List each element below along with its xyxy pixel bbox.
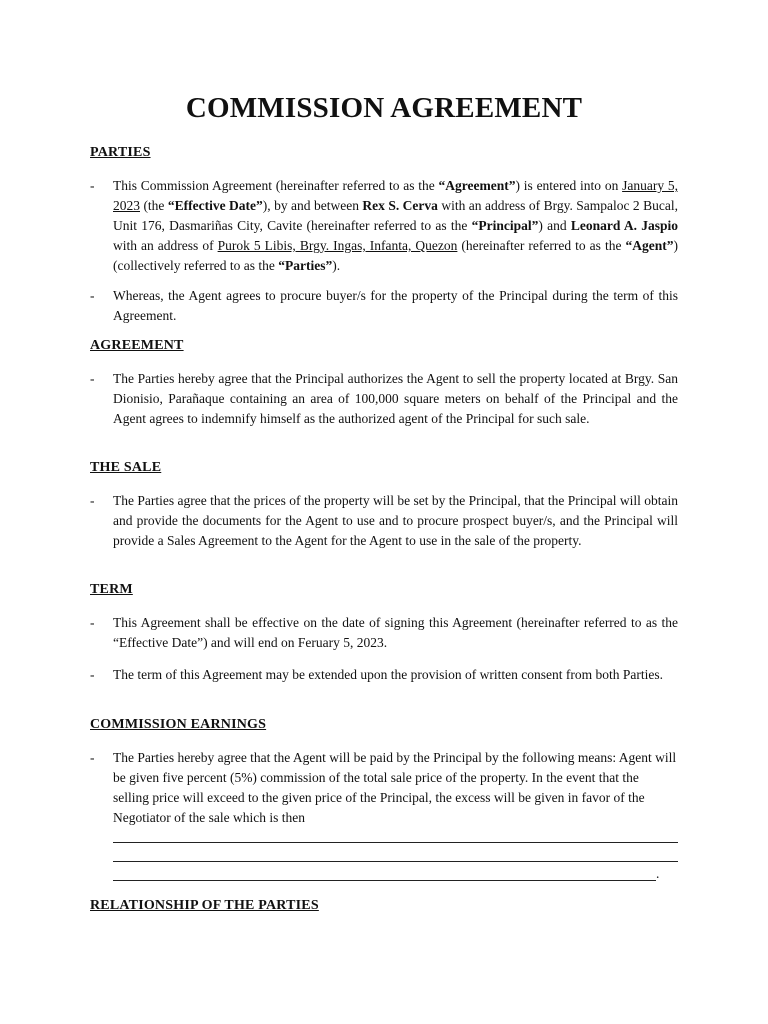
agent-name: Leonard A. Jaspio <box>570 218 678 233</box>
term-clause-1 <box>90 613 678 653</box>
term-clause-1-text: This Agreement shall be effective on the date of signing this Agreement (hereinafter referred to as the “Effective Date”) and will end on Feruary 5, 2023. <box>113 615 678 650</box>
agreement-clause-1-text: The Parties hereby agree that the Principal authorizes the Agent to sell the property located at Brgy. San Dionisio, Parañaque containing an area of 100,000 square meters on behalf of the Principal and the Agent agrees to indemnify himself as the authorized agent of the Principal for such sale. <box>113 371 678 426</box>
section-heading-relationship: RELATIONSHIP OF THE PARTIES <box>90 898 319 913</box>
section-heading-agreement: AGREEMENT <box>90 338 184 353</box>
document-title: COMMISSION AGREEMENT <box>185 92 583 124</box>
section-heading-parties: PARTIES <box>90 145 151 160</box>
parties-clause-2-text: Whereas, the Agent agrees to procure buyer/s for the property of the Principal during the term of this Agreement. <box>113 288 678 323</box>
section-heading-commission: COMMISSION EARNINGS <box>90 717 267 732</box>
section-heading-sale: THE SALE <box>90 460 162 475</box>
bullet-dash: - <box>90 615 95 630</box>
blank-line-1 <box>113 842 678 843</box>
agreement-clause-1 <box>90 369 678 429</box>
blank-line-2 <box>113 861 678 862</box>
effective-date-value: January 5, 2023 <box>113 178 678 213</box>
bullet-dash: - <box>90 493 95 508</box>
term-agent: “Agent” <box>625 238 674 253</box>
term-clause-2 <box>90 665 678 685</box>
blank-line-3 <box>113 880 656 881</box>
blank-end-period: . <box>656 866 660 881</box>
parties-clause-1 <box>90 176 678 276</box>
sale-clause-1 <box>90 491 678 551</box>
term-principal: “Principal” <box>471 218 539 233</box>
sale-clause-1-text: The Parties agree that the prices of the property will be set by the Principal, that the Principal will obtain and provide the documents for the Agent to use and to procure prospect buyer/s, and the Principal will provide a Sales Agreement to the Agent for the Agent to use in the sale of the property. <box>113 493 678 548</box>
bullet-dash: - <box>90 371 95 386</box>
parties-clause-1-text: This Commission Agreement (hereinafter referred to as the “Agreement”) is entered into on January 5, 2023 (the “Effective Date”), by and between Rex S. Cerva with an address of Brgy. Sampaloc 2 Bucal, Unit 176, Dasmariñas City, Cavite (hereinafter referred to as the “Principal”) and Leonard A. Jaspio with an address of Purok 5 Libis, Brgy. Ingas, Infanta, Quezon (hereinafter referred to as the “Agent”) (collectively referred to as the “Parties”). <box>113 178 678 273</box>
commission-clause-1 <box>90 748 678 828</box>
section-heading-term: TERM <box>90 582 133 597</box>
bullet-dash: - <box>90 178 95 193</box>
parties-clause-2 <box>90 286 678 326</box>
term-clause-2-text: The term of this Agreement may be extended upon the provision of written consent from both Parties. <box>113 667 663 682</box>
term-agreement: “Agreement” <box>438 178 516 193</box>
bullet-dash: - <box>90 750 95 765</box>
principal-name: Rex S. Cerva <box>362 198 438 213</box>
commission-clause-1-text: The Parties hereby agree that the Agent will be paid by the Principal by the following means: Agent will be given five percent (5%) commission of the total sale price of the property. In the event that the selling price will exceed to the given price of the Principal, the excess will be given in favor of the Negotiator of the sale which is then <box>113 750 677 825</box>
term-parties: “Parties” <box>278 258 333 273</box>
bullet-dash: - <box>90 288 95 303</box>
bullet-dash: - <box>90 667 95 682</box>
agent-address: Purok 5 Libis, Brgy. Ingas, Infanta, Quezon <box>217 238 458 253</box>
term-effective-date: “Effective Date” <box>167 198 263 213</box>
